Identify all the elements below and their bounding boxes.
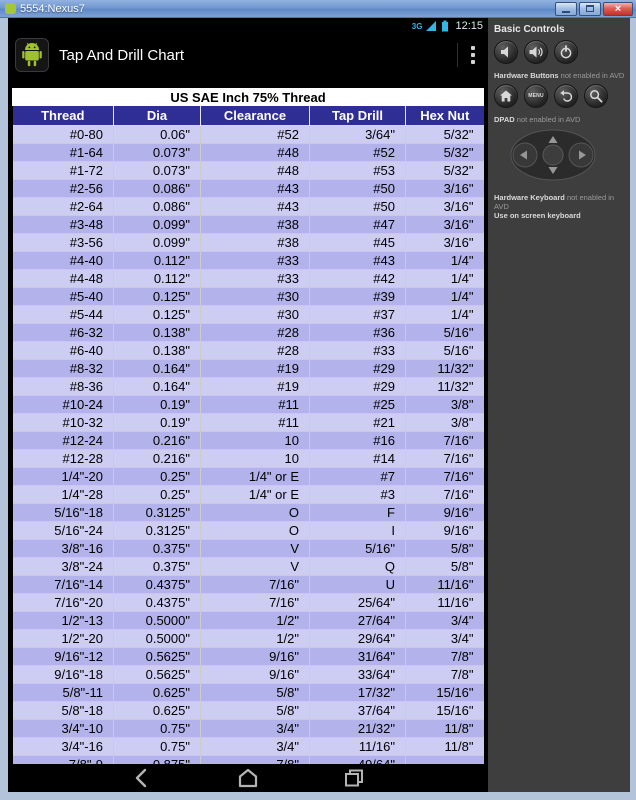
table-cell: 0.138": [114, 324, 201, 342]
table-cell: 1/4": [406, 306, 484, 324]
table-cell: 3/4"-16: [13, 738, 114, 756]
table-cell: 1/4"-20: [13, 468, 114, 486]
table-cell: 3/16": [406, 234, 484, 252]
table-cell: #10-24: [13, 396, 114, 414]
table-cell: #36: [310, 324, 406, 342]
table-cell: 0.112": [114, 270, 201, 288]
minimize-icon: [562, 11, 570, 13]
table-cell: 0.75": [114, 720, 201, 738]
table-cell: 3/8": [406, 396, 484, 414]
table-cell: #38: [201, 216, 310, 234]
table-cell: 0.216": [114, 450, 201, 468]
table-row: [13, 414, 484, 432]
table-cell: 11/32": [406, 378, 484, 396]
table-cell: #29: [310, 378, 406, 396]
table-cell: 27/64": [310, 612, 406, 630]
table-cell: 0.164": [114, 378, 201, 396]
table-cell: #43: [310, 252, 406, 270]
table-cell: #11: [201, 396, 310, 414]
table-cell: 3/4"-10: [13, 720, 114, 738]
table-cell: 0.5625": [114, 666, 201, 684]
column-header-thread: Thread: [13, 106, 114, 126]
table-cell: 7/16"-14: [13, 576, 114, 594]
table-cell: 0.086": [114, 198, 201, 216]
column-header-hex-nut: Hex Nut: [406, 106, 484, 126]
volume-up-icon: [529, 45, 543, 59]
system-nav-bar: [8, 764, 488, 792]
maximize-icon: [586, 5, 594, 12]
table-cell: 10: [201, 450, 310, 468]
table-row: [13, 612, 484, 630]
table-cell: #10-32: [13, 414, 114, 432]
table-cell: 7/16": [406, 468, 484, 486]
table-cell: #11: [201, 414, 310, 432]
table-cell: 0.375": [114, 558, 201, 576]
table-cell: #50: [310, 198, 406, 216]
volume-down-button[interactable]: [494, 40, 518, 64]
table-cell: #48: [201, 162, 310, 180]
table-cell: V: [201, 540, 310, 558]
table-row: [13, 162, 484, 180]
table-row: [13, 270, 484, 288]
close-icon: ×: [614, 2, 622, 15]
table-cell: 0.75": [114, 738, 201, 756]
tap-drill-table-scroll[interactable]: [12, 88, 483, 774]
keyboard-note-line2: Use on screen keyboard: [494, 211, 581, 220]
table-cell: 7/8": [406, 648, 484, 666]
table-row: [13, 702, 484, 720]
table-cell: 31/64": [310, 648, 406, 666]
overflow-dot-icon: [471, 53, 475, 57]
table-cell: 5/16": [310, 540, 406, 558]
table-row: [13, 720, 484, 738]
hardware-buttons-note: [494, 71, 624, 80]
table-row: [13, 180, 484, 198]
table-cell: 21/32": [310, 720, 406, 738]
dpad-note-bold: DPAD: [494, 115, 515, 124]
table-cell: 5/16"-24: [13, 522, 114, 540]
table-cell: #14: [310, 450, 406, 468]
action-bar-divider: [457, 43, 458, 67]
recents-icon: [341, 765, 367, 791]
table-cell: 11/8": [406, 738, 484, 756]
table-cell: #5-40: [13, 288, 114, 306]
column-header-dia: Dia: [114, 106, 201, 126]
table-cell: 0.5000": [114, 630, 201, 648]
table-cell: #37: [310, 306, 406, 324]
table-cell: 10: [201, 432, 310, 450]
table-cell: #28: [201, 324, 310, 342]
table-cell: 5/8"-18: [13, 702, 114, 720]
table-cell: 3/16": [406, 180, 484, 198]
hw-search-button[interactable]: [584, 84, 608, 108]
overflow-menu-button[interactable]: [468, 42, 478, 68]
column-header-tap-drill: Tap Drill: [310, 106, 406, 126]
table-cell: Q: [310, 558, 406, 576]
window-body: [0, 18, 636, 792]
table-cell: 15/16": [406, 684, 484, 702]
table-cell: #4-40: [13, 252, 114, 270]
table-cell: 9/16": [406, 522, 484, 540]
table-cell: 5/8": [406, 540, 484, 558]
table-cell: #33: [201, 270, 310, 288]
table-cell: 25/64": [310, 594, 406, 612]
dpad-note-rest: not enabled in AVD: [514, 115, 581, 124]
table-cell: 5/16": [406, 342, 484, 360]
table-cell: #6-32: [13, 324, 114, 342]
recents-button[interactable]: [341, 766, 367, 790]
table-cell: #30: [201, 306, 310, 324]
table-cell: #21: [310, 414, 406, 432]
table-cell: #7: [310, 468, 406, 486]
table-row: [13, 378, 484, 396]
table-header-row: [13, 106, 484, 126]
table-cell: #53: [310, 162, 406, 180]
table-cell: 0.086": [114, 180, 201, 198]
table-cell: #30: [201, 288, 310, 306]
hw-back-icon: [559, 89, 573, 103]
table-cell: 7/16": [406, 432, 484, 450]
table-row: [13, 324, 484, 342]
table-cell: 1/4": [406, 252, 484, 270]
network-3g-icon: 3G: [411, 21, 423, 31]
table-row: [13, 504, 484, 522]
table-row: [13, 522, 484, 540]
table-cell: 1/2"-20: [13, 630, 114, 648]
table-cell: #2-56: [13, 180, 114, 198]
column-header-clearance: Clearance: [201, 106, 310, 126]
device-screen: [8, 18, 488, 792]
table-cell: 0.4375": [114, 594, 201, 612]
table-cell: 1/4"-28: [13, 486, 114, 504]
power-icon: [559, 45, 573, 59]
table-cell: #33: [201, 252, 310, 270]
table-cell: #45: [310, 234, 406, 252]
window-controls: [555, 2, 633, 16]
hardware-buttons-note-rest: not enabled in AVD: [558, 71, 625, 80]
basic-controls-row: [494, 40, 624, 64]
hw-back-button[interactable]: [554, 84, 578, 108]
android-robot-icon: [20, 42, 44, 68]
table-cell: #16: [310, 432, 406, 450]
table-cell: #28: [201, 342, 310, 360]
table-cell: 15/16": [406, 702, 484, 720]
table-cell: 0.375": [114, 540, 201, 558]
table-cell: 1/2"-13: [13, 612, 114, 630]
maximize-button[interactable]: [579, 2, 601, 16]
table-cell: #3-56: [13, 234, 114, 252]
table-cell: 3/4": [201, 720, 310, 738]
table-cell: 1/4": [406, 270, 484, 288]
table-row: [13, 144, 484, 162]
table-row: [13, 576, 484, 594]
table-cell: 1/4": [406, 288, 484, 306]
table-cell: #0-80: [13, 126, 114, 144]
table-cell: 9/16": [201, 666, 310, 684]
table-cell: 7/16": [406, 450, 484, 468]
overflow-dot-icon: [471, 60, 475, 64]
table-cell: 3/64": [310, 126, 406, 144]
table-cell: 9/16": [406, 504, 484, 522]
table-row: [13, 666, 484, 684]
table-row: [13, 396, 484, 414]
table-cell: U: [310, 576, 406, 594]
table-cell: #38: [201, 234, 310, 252]
table-cell: 5/32": [406, 144, 484, 162]
table-row: [13, 252, 484, 270]
table-cell: O: [201, 522, 310, 540]
table-cell: #39: [310, 288, 406, 306]
table-cell: 7/8": [406, 666, 484, 684]
table-cell: 33/64": [310, 666, 406, 684]
table-cell: 9/16"-18: [13, 666, 114, 684]
table-cell: #8-32: [13, 360, 114, 378]
table-cell: F: [310, 504, 406, 522]
table-cell: #12-24: [13, 432, 114, 450]
table-row: [13, 450, 484, 468]
table-row: [13, 216, 484, 234]
table-cell: #19: [201, 360, 310, 378]
table-cell: 5/8": [201, 702, 310, 720]
table-row: [13, 468, 484, 486]
table-cell: 3/16": [406, 216, 484, 234]
page-title: Tap And Drill Chart: [59, 46, 185, 64]
basic-controls-label: Basic Controls: [494, 24, 565, 35]
table-body: [13, 126, 484, 774]
table-row: [13, 234, 484, 252]
table-cell: 0.125": [114, 288, 201, 306]
table-cell: 3/16": [406, 198, 484, 216]
table-cell: 0.138": [114, 342, 201, 360]
table-cell: 3/8"-16: [13, 540, 114, 558]
table-row: [13, 360, 484, 378]
table-cell: 0.073": [114, 162, 201, 180]
table-cell: 0.5625": [114, 648, 201, 666]
keyboard-note-rest: not enabled in AVD: [494, 193, 615, 211]
home-icon: [235, 765, 261, 791]
hardware-buttons-row: [494, 84, 624, 108]
table-cell: 7/16": [201, 594, 310, 612]
table-cell: #6-40: [13, 342, 114, 360]
table-cell: 5/8": [406, 558, 484, 576]
table-cell: #50: [310, 180, 406, 198]
table-row: [13, 126, 484, 144]
status-bar: [8, 18, 488, 34]
status-clock: 12:15: [455, 20, 483, 32]
table-cell: 1/2": [201, 612, 310, 630]
table-row: [13, 684, 484, 702]
table-cell: 5/16": [406, 324, 484, 342]
table-cell: 3/8"-24: [13, 558, 114, 576]
table-cell: 1/2": [201, 630, 310, 648]
table-cell: 0.625": [114, 702, 201, 720]
table-row: [13, 594, 484, 612]
table-cell: #47: [310, 216, 406, 234]
battery-icon: [441, 20, 449, 32]
table-cell: 11/32": [406, 360, 484, 378]
table-row: [13, 432, 484, 450]
table-cell: 29/64": [310, 630, 406, 648]
table-row: [13, 288, 484, 306]
table-cell: O: [201, 504, 310, 522]
table-row: [13, 342, 484, 360]
table-cell: 0.073": [114, 144, 201, 162]
table-cell: 11/16": [310, 738, 406, 756]
table-cell: 0.164": [114, 360, 201, 378]
table-cell: 0.4375": [114, 576, 201, 594]
table-cell: 7/16": [406, 486, 484, 504]
table-caption: US SAE Inch 75% Thread: [13, 89, 484, 106]
back-icon: [129, 765, 155, 791]
table-cell: 5/32": [406, 126, 484, 144]
hw-home-icon: [499, 89, 513, 103]
table-cell: 5/8": [201, 684, 310, 702]
table-cell: 0.125": [114, 306, 201, 324]
hw-home-button[interactable]: [494, 84, 518, 108]
table-cell: I: [310, 522, 406, 540]
table-cell: 11/8": [406, 720, 484, 738]
table-cell: #4-48: [13, 270, 114, 288]
table-cell: #52: [201, 126, 310, 144]
tap-drill-table: [12, 88, 484, 774]
table-cell: 0.3125": [114, 504, 201, 522]
window-app-icon: [5, 3, 16, 14]
table-cell: 0.3125": [114, 522, 201, 540]
table-cell: 0.625": [114, 684, 201, 702]
keyboard-note: [494, 193, 624, 220]
table-row: [13, 630, 484, 648]
table-cell: 9/16"-12: [13, 648, 114, 666]
window-titlebar[interactable]: [0, 0, 636, 18]
window-title: 5554:Nexus7: [20, 2, 85, 15]
table-cell: 37/64": [310, 702, 406, 720]
overflow-dot-icon: [471, 46, 475, 50]
table-row: [13, 486, 484, 504]
table-cell: #3: [310, 486, 406, 504]
table-row: [13, 306, 484, 324]
table-row: [13, 648, 484, 666]
table-cell: 1/4" or E: [201, 486, 310, 504]
table-cell: #19: [201, 378, 310, 396]
minimize-button[interactable]: [555, 2, 577, 16]
table-cell: 3/4": [406, 612, 484, 630]
hw-menu-button[interactable]: [524, 84, 548, 108]
table-cell: 0.5000": [114, 612, 201, 630]
table-cell: #8-36: [13, 378, 114, 396]
table-cell: 5/8"-11: [13, 684, 114, 702]
table-cell: #12-28: [13, 450, 114, 468]
volume-down-icon: [499, 45, 513, 59]
table-cell: 3/8": [406, 414, 484, 432]
table-cell: 0.19": [114, 396, 201, 414]
table-cell: 11/16": [406, 594, 484, 612]
table-cell: #3-48: [13, 216, 114, 234]
dpad-control[interactable]: [508, 128, 624, 187]
dpad-note: [494, 115, 624, 124]
table-cell: #1-64: [13, 144, 114, 162]
table-cell: 0.19": [114, 414, 201, 432]
table-cell: #43: [201, 198, 310, 216]
table-cell: #5-44: [13, 306, 114, 324]
table-cell: 17/32": [310, 684, 406, 702]
table-cell: #25: [310, 396, 406, 414]
table-cell: 0.099": [114, 234, 201, 252]
table-cell: #1-72: [13, 162, 114, 180]
table-cell: 5/16"-18: [13, 504, 114, 522]
keyboard-note-bold: Hardware Keyboard: [494, 193, 565, 202]
table-cell: #42: [310, 270, 406, 288]
table-cell: 0.216": [114, 432, 201, 450]
table-cell: 9/16": [201, 648, 310, 666]
table-cell: 0.25": [114, 468, 201, 486]
table-row: [13, 540, 484, 558]
back-button[interactable]: [129, 766, 155, 790]
emulator-control-panel: [488, 18, 630, 792]
table-row: [13, 558, 484, 576]
table-cell: 7/16"-20: [13, 594, 114, 612]
app-launcher-icon: [15, 38, 49, 72]
table-cell: 7/16": [201, 576, 310, 594]
table-cell: #52: [310, 144, 406, 162]
table-cell: 0.099": [114, 216, 201, 234]
table-cell: #48: [201, 144, 310, 162]
home-button[interactable]: [235, 766, 261, 790]
table-cell: 0.25": [114, 486, 201, 504]
table-cell: 0.112": [114, 252, 201, 270]
power-button[interactable]: [554, 40, 578, 64]
dpad-center-button[interactable]: [543, 145, 563, 165]
table-cell: 0.06": [114, 126, 201, 144]
table-cell: #33: [310, 342, 406, 360]
signal-icon: [426, 21, 437, 32]
table-cell: #43: [201, 180, 310, 198]
action-bar: [8, 34, 488, 76]
table-cell: 3/4": [201, 738, 310, 756]
table-row: [13, 198, 484, 216]
table-cell: 11/16": [406, 576, 484, 594]
table-cell: 5/32": [406, 162, 484, 180]
table-row: [13, 738, 484, 756]
hardware-buttons-note-bold: Hardware Buttons: [494, 71, 559, 80]
table-cell: 3/4": [406, 630, 484, 648]
volume-up-button[interactable]: [524, 40, 548, 64]
table-cell: #29: [310, 360, 406, 378]
table-cell: #2-64: [13, 198, 114, 216]
close-button[interactable]: [603, 2, 633, 16]
hw-menu-label: MENU: [528, 93, 544, 99]
hw-search-icon: [589, 89, 603, 103]
table-cell: V: [201, 558, 310, 576]
table-cell: 1/4" or E: [201, 468, 310, 486]
